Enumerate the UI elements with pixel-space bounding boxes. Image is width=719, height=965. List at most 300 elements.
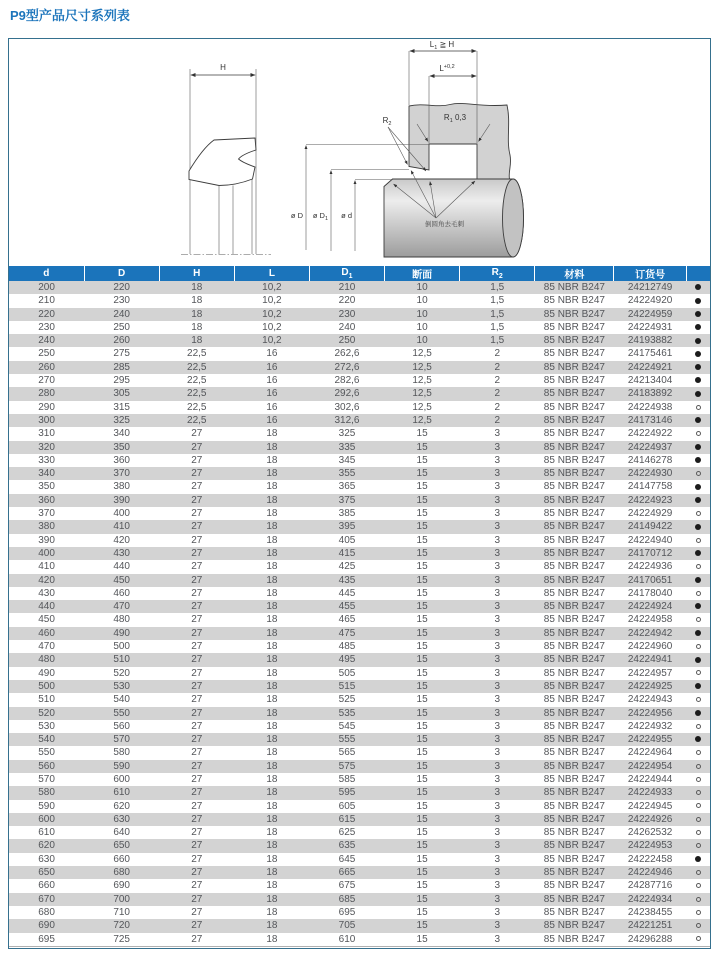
cell: 18 xyxy=(266,508,278,520)
cell: 430 xyxy=(38,587,55,599)
cell: 2 xyxy=(494,375,500,387)
cell: 1,5 xyxy=(490,335,505,347)
cell: 680 xyxy=(113,867,130,879)
cell: 27 xyxy=(191,428,203,440)
table-row xyxy=(9,281,710,294)
cell: 240 xyxy=(38,335,55,347)
cell: 540 xyxy=(38,734,55,746)
cell: 24175461 xyxy=(627,348,673,360)
cell: 15 xyxy=(416,547,428,559)
cell: 560 xyxy=(38,760,55,772)
cell: 85 NBR B247 xyxy=(543,800,605,812)
table-row xyxy=(9,720,710,733)
cell: 85 NBR B247 xyxy=(543,441,605,453)
cell: 18 xyxy=(266,587,278,599)
cell: 460 xyxy=(38,627,55,639)
cell: 15 xyxy=(416,441,428,453)
cell: 15 xyxy=(416,561,428,573)
cell: 580 xyxy=(38,787,55,799)
cell: 590 xyxy=(113,760,130,772)
table-row xyxy=(9,308,710,321)
cell: 690 xyxy=(113,880,130,892)
cell: 22,5 xyxy=(187,361,207,373)
cell: 85 NBR B247 xyxy=(543,601,605,613)
cell: 350 xyxy=(113,441,130,453)
cell: 15 xyxy=(416,787,428,799)
cell: 2 xyxy=(494,388,500,400)
cell: 85 NBR B247 xyxy=(543,321,605,333)
cell: 85 NBR B247 xyxy=(543,547,605,559)
cell: 18 xyxy=(266,441,278,453)
cell: 610 xyxy=(38,827,55,839)
cell: 27 xyxy=(191,853,203,865)
table-row xyxy=(9,374,710,387)
availability-cell xyxy=(686,919,710,932)
cell: 545 xyxy=(338,720,356,732)
cell: 3 xyxy=(494,494,500,506)
cell: 85 NBR B247 xyxy=(543,494,605,506)
cell: 27 xyxy=(191,468,203,480)
availability-dot-filled xyxy=(695,338,701,344)
cell: 3 xyxy=(494,813,500,825)
availability-dot-open xyxy=(696,644,701,649)
cell: 530 xyxy=(113,680,130,692)
cell: 282,6 xyxy=(334,375,360,387)
cell: 510 xyxy=(113,654,130,666)
table-row xyxy=(9,321,710,334)
cell: 85 NBR B247 xyxy=(543,840,605,852)
cell: 410 xyxy=(113,521,130,533)
cell: 24222458 xyxy=(627,853,673,865)
availability-cell xyxy=(686,933,710,947)
seal-profile-figure xyxy=(181,63,271,255)
cell: 85 NBR B247 xyxy=(543,295,605,307)
cell: 415 xyxy=(338,547,356,559)
cell: 475 xyxy=(338,627,356,639)
cell: 450 xyxy=(113,574,130,586)
cell: 490 xyxy=(38,667,55,679)
cell: 380 xyxy=(38,521,55,533)
availability-dot-open xyxy=(696,790,701,795)
cell: 24147758 xyxy=(627,481,673,493)
cell: 400 xyxy=(113,508,130,520)
cell: 3 xyxy=(494,760,500,772)
cell: 18 xyxy=(266,574,278,586)
cell: 610 xyxy=(113,787,130,799)
cell: 520 xyxy=(38,707,55,719)
table-row xyxy=(9,294,710,307)
cell: 570 xyxy=(113,734,130,746)
cell: 535 xyxy=(338,707,356,719)
cell: 705 xyxy=(338,920,356,932)
cell: 10,2 xyxy=(262,282,282,293)
cell: 560 xyxy=(113,720,130,732)
cell: 85 NBR B247 xyxy=(543,375,605,387)
availability-cell xyxy=(686,454,710,467)
cell: 85 NBR B247 xyxy=(543,414,605,426)
cell: 3 xyxy=(494,773,500,785)
table-row xyxy=(9,707,710,720)
cell: 18 xyxy=(266,840,278,852)
cell: 350 xyxy=(38,481,55,493)
availability-dot-filled xyxy=(695,298,701,304)
availability-dot-open xyxy=(696,764,701,769)
cell: 85 NBR B247 xyxy=(543,813,605,825)
table-row xyxy=(9,574,710,587)
cell: 515 xyxy=(338,680,356,692)
availability-cell xyxy=(686,427,710,440)
cell: 22,5 xyxy=(187,414,207,426)
cell: 3 xyxy=(494,853,500,865)
availability-dot-open xyxy=(696,471,701,476)
availability-dot-open xyxy=(696,870,701,875)
cell: 85 NBR B247 xyxy=(543,867,605,879)
cell: 27 xyxy=(191,920,203,932)
cell: 15 xyxy=(416,481,428,493)
cell: 15 xyxy=(416,813,428,825)
column-header-L: L xyxy=(234,266,309,281)
cell: 12,5 xyxy=(412,401,432,413)
cell: 3 xyxy=(494,680,500,692)
dim-label-l1: $L_1$ ≧ H xyxy=(429,40,455,51)
table-row xyxy=(9,387,710,400)
cell: 450 xyxy=(38,614,55,626)
table-row xyxy=(9,693,710,706)
dim-label-dia-D1: ø $D_1$ xyxy=(312,211,328,222)
cell: 272,6 xyxy=(334,361,360,373)
cell: 10 xyxy=(416,308,428,320)
cell: 27 xyxy=(191,906,203,918)
table-row xyxy=(9,454,710,467)
cell: 85 NBR B247 xyxy=(543,680,605,692)
cell: 22,5 xyxy=(187,375,207,387)
availability-dot-filled xyxy=(695,457,701,463)
cell: 405 xyxy=(338,534,356,546)
cell: 22,5 xyxy=(187,401,207,413)
cell: 27 xyxy=(191,441,203,453)
cell: 18 xyxy=(266,773,278,785)
cell: 3 xyxy=(494,587,500,599)
availability-dot-filled xyxy=(695,324,701,330)
cell: 24224945 xyxy=(627,800,673,812)
cell: 27 xyxy=(191,747,203,759)
cell: 27 xyxy=(191,494,203,506)
cell: 24224926 xyxy=(627,813,673,825)
cell: 85 NBR B247 xyxy=(543,335,605,347)
cell: 24170712 xyxy=(627,547,673,559)
table-row xyxy=(9,733,710,746)
cell: 230 xyxy=(113,295,130,307)
cell: 27 xyxy=(191,508,203,520)
cell: 3 xyxy=(494,481,500,493)
cell: 85 NBR B247 xyxy=(543,561,605,573)
cell: 262,6 xyxy=(334,348,360,360)
cell: 18 xyxy=(266,813,278,825)
cell: 710 xyxy=(113,906,130,918)
cell: 24296288 xyxy=(627,933,673,945)
cell: 3 xyxy=(494,734,500,746)
cell: 15 xyxy=(416,641,428,653)
cell: 595 xyxy=(338,787,356,799)
cell: 645 xyxy=(338,853,356,865)
cell: 85 NBR B247 xyxy=(543,641,605,653)
availability-dot-filled xyxy=(695,484,701,490)
cell: 16 xyxy=(266,388,278,400)
cell: 16 xyxy=(266,361,278,373)
cell: 18 xyxy=(191,321,203,333)
availability-cell xyxy=(686,507,710,520)
cell: 24224923 xyxy=(627,494,673,506)
availability-cell xyxy=(686,613,710,626)
table-row xyxy=(9,494,710,507)
cell: 340 xyxy=(38,468,55,480)
cell: 570 xyxy=(38,773,55,785)
cell: 85 NBR B247 xyxy=(543,707,605,719)
cell: 24224937 xyxy=(627,441,673,453)
cell: 695 xyxy=(338,906,356,918)
availability-dot-filled xyxy=(695,736,701,742)
availability-dot-filled xyxy=(695,364,701,370)
cell: 15 xyxy=(416,667,428,679)
availability-cell xyxy=(686,520,710,533)
cell: 24224942 xyxy=(627,627,673,639)
cell: 24224934 xyxy=(627,893,673,905)
cell: 24146278 xyxy=(627,454,673,466)
cell: 18 xyxy=(266,800,278,812)
dim-label-dia-d: ø d xyxy=(341,211,352,220)
cell: 18 xyxy=(266,680,278,692)
cell: 85 NBR B247 xyxy=(543,760,605,772)
table-row xyxy=(9,534,710,547)
availability-dot-open xyxy=(696,617,701,622)
cell: 3 xyxy=(494,787,500,799)
cell: 24173146 xyxy=(627,414,673,426)
cell: 665 xyxy=(338,867,356,879)
availability-cell xyxy=(686,746,710,759)
table-row xyxy=(9,613,710,626)
cell: 360 xyxy=(38,494,55,506)
cell: 15 xyxy=(416,508,428,520)
seal-profile-shape xyxy=(189,138,256,186)
availability-cell xyxy=(686,773,710,786)
cell: 660 xyxy=(38,880,55,892)
availability-dot-filled xyxy=(695,657,701,663)
cell: 15 xyxy=(416,720,428,732)
table-body xyxy=(9,281,710,946)
cell: 85 NBR B247 xyxy=(543,308,605,320)
cell: 230 xyxy=(38,321,55,333)
cell: 3 xyxy=(494,720,500,732)
cell: 495 xyxy=(338,654,356,666)
availability-cell xyxy=(686,640,710,653)
cell: 250 xyxy=(338,335,356,347)
availability-cell xyxy=(686,853,710,866)
cell: 600 xyxy=(38,813,55,825)
availability-cell xyxy=(686,707,710,720)
cell: 85 NBR B247 xyxy=(543,906,605,918)
cell: 85 NBR B247 xyxy=(543,614,605,626)
cell: 695 xyxy=(38,933,55,945)
table-row xyxy=(9,839,710,852)
cell: 27 xyxy=(191,454,203,466)
cell: 85 NBR B247 xyxy=(543,401,605,413)
table-row xyxy=(9,600,710,613)
cell: 1,5 xyxy=(490,295,505,307)
cell: 3 xyxy=(494,933,500,945)
cell: 18 xyxy=(266,906,278,918)
availability-cell xyxy=(686,308,710,321)
cell: 15 xyxy=(416,707,428,719)
availability-cell xyxy=(686,547,710,560)
cell: 315 xyxy=(113,401,130,413)
cell: 15 xyxy=(416,933,428,945)
cell: 27 xyxy=(191,614,203,626)
cell: 85 NBR B247 xyxy=(543,574,605,586)
cell: 27 xyxy=(191,933,203,945)
availability-dot-open xyxy=(696,697,701,702)
cell: 27 xyxy=(191,534,203,546)
cell: 400 xyxy=(38,547,55,559)
installation-figure xyxy=(291,40,524,257)
availability-dot-open xyxy=(696,591,701,596)
dim-label-dia-D: ø D xyxy=(290,211,303,220)
cell: 550 xyxy=(38,747,55,759)
cell: 15 xyxy=(416,906,428,918)
cell: 2 xyxy=(494,348,500,360)
cell: 15 xyxy=(416,773,428,785)
cell: 27 xyxy=(191,800,203,812)
cell: 15 xyxy=(416,893,428,905)
cell: 3 xyxy=(494,707,500,719)
availability-cell xyxy=(686,906,710,919)
cell: 320 xyxy=(38,441,55,453)
cell: 24149422 xyxy=(627,521,673,533)
cell: 620 xyxy=(113,800,130,812)
cell: 24224931 xyxy=(627,321,673,333)
cell: 305 xyxy=(113,388,130,400)
availability-cell xyxy=(686,387,710,400)
cell: 85 NBR B247 xyxy=(543,933,605,945)
cell: 24224944 xyxy=(627,773,673,785)
availability-cell xyxy=(686,720,710,733)
cell: 24224938 xyxy=(627,401,673,413)
availability-dot-filled xyxy=(695,710,701,716)
availability-cell xyxy=(686,467,710,480)
availability-cell xyxy=(686,401,710,414)
cell: 240 xyxy=(113,308,130,320)
cell: 18 xyxy=(266,853,278,865)
table-row xyxy=(9,893,710,906)
table-row xyxy=(9,760,710,773)
availability-cell xyxy=(686,574,710,587)
cell: 300 xyxy=(38,414,55,426)
cell: 575 xyxy=(338,760,356,772)
cell: 85 NBR B247 xyxy=(543,428,605,440)
availability-cell xyxy=(686,294,710,307)
cell: 280 xyxy=(38,388,55,400)
cell: 550 xyxy=(113,707,130,719)
cell: 435 xyxy=(338,574,356,586)
cell: 27 xyxy=(191,587,203,599)
cell: 565 xyxy=(338,747,356,759)
availability-cell xyxy=(686,667,710,680)
cell: 18 xyxy=(266,614,278,626)
technical-drawing xyxy=(9,39,710,266)
table-row xyxy=(9,813,710,826)
cell: 675 xyxy=(338,880,356,892)
availability-cell xyxy=(686,733,710,746)
cell: 24224925 xyxy=(627,680,673,692)
cell: 85 NBR B247 xyxy=(543,388,605,400)
cell: 480 xyxy=(113,614,130,626)
cell: 27 xyxy=(191,654,203,666)
cell: 445 xyxy=(338,587,356,599)
availability-dot-open xyxy=(696,405,701,410)
cell: 27 xyxy=(191,773,203,785)
cell: 18 xyxy=(191,335,203,347)
cell: 3 xyxy=(494,441,500,453)
cell: 625 xyxy=(338,827,356,839)
cell: 3 xyxy=(494,800,500,812)
cell: 3 xyxy=(494,614,500,626)
availability-cell xyxy=(686,800,710,813)
cell: 2 xyxy=(494,401,500,413)
cell: 18 xyxy=(266,760,278,772)
cell: 18 xyxy=(266,667,278,679)
availability-dot-filled xyxy=(695,444,701,450)
cell: 24224933 xyxy=(627,787,673,799)
cell: 18 xyxy=(191,308,203,320)
cell: 24178040 xyxy=(627,587,673,599)
cell: 27 xyxy=(191,893,203,905)
cell: 15 xyxy=(416,468,428,480)
cell: 85 NBR B247 xyxy=(543,893,605,905)
cell: 3 xyxy=(494,428,500,440)
cell: 18 xyxy=(191,295,203,307)
table-row xyxy=(9,361,710,374)
cell: 3 xyxy=(494,627,500,639)
column-header-D: D xyxy=(84,266,159,281)
availability-dot-filled xyxy=(695,284,701,290)
deburr-note: 倒圆角去毛刺 xyxy=(425,221,464,228)
cell: 15 xyxy=(416,734,428,746)
cell: 3 xyxy=(494,667,500,679)
cell: 465 xyxy=(338,614,356,626)
availability-cell xyxy=(686,374,710,387)
cell: 24224932 xyxy=(627,720,673,732)
cell: 490 xyxy=(113,627,130,639)
availability-cell xyxy=(686,281,710,294)
cell: 27 xyxy=(191,574,203,586)
column-header-D: $D_1$ xyxy=(309,266,384,281)
cell: 15 xyxy=(416,454,428,466)
cell: 3 xyxy=(494,601,500,613)
cell: 24287716 xyxy=(627,880,673,892)
cell: 1,5 xyxy=(490,321,505,333)
cell: 85 NBR B247 xyxy=(543,481,605,493)
availability-cell xyxy=(686,879,710,892)
cell: 360 xyxy=(113,454,130,466)
availability-dot-filled xyxy=(695,856,701,862)
cell: 18 xyxy=(266,787,278,799)
cell: 375 xyxy=(338,494,356,506)
dim-label-r1: $R_1$ 0,3 xyxy=(443,113,467,124)
cell: 455 xyxy=(338,601,356,613)
cell: 3 xyxy=(494,840,500,852)
cell: 685 xyxy=(338,893,356,905)
availability-dot-filled xyxy=(695,497,701,503)
cell: 15 xyxy=(416,867,428,879)
